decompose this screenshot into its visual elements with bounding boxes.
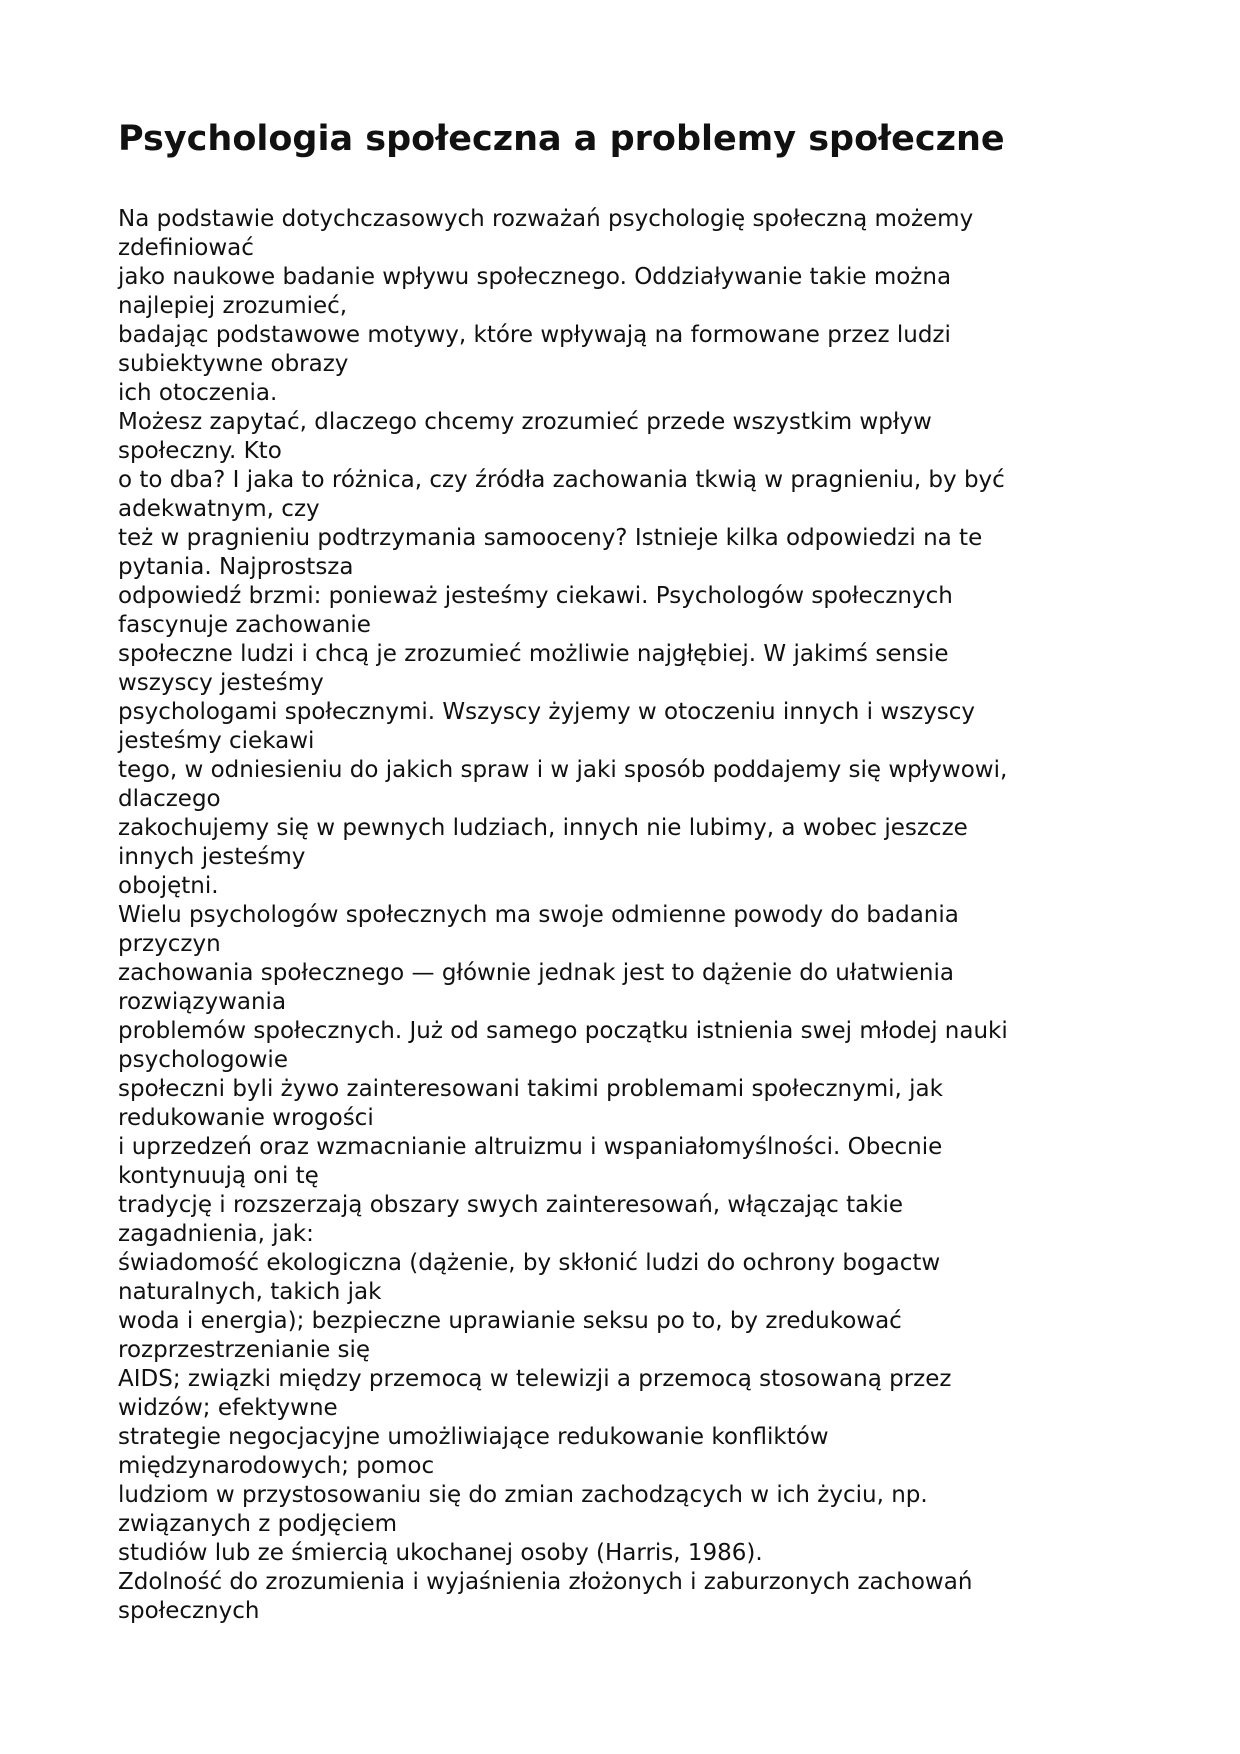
text-line: redukowanie wrogości bbox=[118, 1105, 374, 1131]
text-line: Zdolność do zrozumienia i wyjaśnienia złożonych i zaburzonych zachowań bbox=[118, 1569, 973, 1595]
text-line: studiów lub ze śmiercią ukochanej osoby (Harris, 1986). bbox=[118, 1540, 763, 1566]
text-line: strategie negocjacyjne umożliwiające redukowanie konfliktów bbox=[118, 1424, 829, 1450]
text-line: psychologowie bbox=[118, 1047, 288, 1073]
text-line: ich otoczenia. bbox=[118, 380, 278, 406]
text-line: Możesz zapytać, dlaczego chcemy zrozumieć przede wszystkim wpływ bbox=[118, 409, 932, 435]
text-line: woda i energia); bezpieczne uprawianie seksu po to, by zredukować bbox=[118, 1308, 902, 1334]
text-line: badając podstawowe motywy, które wpływają na formowane przez ludzi bbox=[118, 322, 951, 348]
text-line: naturalnych, takich jak bbox=[118, 1279, 382, 1305]
text-line: tego, w odniesieniu do jakich spraw i w jaki sposób poddajemy się wpływowi, bbox=[118, 757, 1008, 783]
text-line: świadomość ekologiczna (dążenie, by skłonić ludzi do ochrony bogactw bbox=[118, 1250, 941, 1276]
text-line: kontynuują oni tę bbox=[118, 1163, 319, 1189]
document-body bbox=[118, 205, 1118, 1626]
text-line: społecznych bbox=[118, 1598, 260, 1624]
text-line: zdefiniować bbox=[118, 235, 254, 261]
text-line: subiektywne obrazy bbox=[118, 351, 349, 377]
text-line: obojętni. bbox=[118, 873, 219, 899]
text-line: odpowiedź brzmi: ponieważ jesteśmy ciekawi. Psychologów społecznych bbox=[118, 583, 953, 609]
text-line: rozprzestrzenianie się bbox=[118, 1337, 371, 1363]
text-line: Na podstawie dotychczasowych rozważań psychologię społeczną możemy bbox=[118, 206, 974, 232]
text-line: ludziom w przystosowaniu się do zmian zachodzących w ich życiu, np. bbox=[118, 1482, 928, 1508]
text-line: rozwiązywania bbox=[118, 989, 287, 1015]
text-line: pytania. Najprostsza bbox=[118, 554, 354, 580]
text-line: AIDS; związki między przemocą w telewizji a przemocą stosowaną przez bbox=[118, 1366, 952, 1392]
text-line: fascynuje zachowanie bbox=[118, 612, 371, 638]
text-line: tradycję i rozszerzają obszary swych zainteresowań, włączając takie bbox=[118, 1192, 904, 1218]
document-title: Psychologia społeczna a problemy społeczne bbox=[118, 119, 1005, 159]
text-line: przyczyn bbox=[118, 931, 221, 957]
text-line: jesteśmy ciekawi bbox=[118, 728, 315, 754]
text-line: też w pragnieniu podtrzymania samooceny? Istnieje kilka odpowiedzi na te bbox=[118, 525, 983, 551]
text-line: społeczny. Kto bbox=[118, 438, 282, 464]
text-line: wszyscy jesteśmy bbox=[118, 670, 324, 696]
text-line: innych jesteśmy bbox=[118, 844, 306, 870]
text-line: zagadnienia, jak: bbox=[118, 1221, 314, 1247]
text-line: międzynarodowych; pomoc bbox=[118, 1453, 435, 1479]
text-line: problemów społecznych. Już od samego początku istnienia swej młodej nauki bbox=[118, 1018, 1008, 1044]
text-line: najlepiej zrozumieć, bbox=[118, 293, 348, 319]
text-line: o to dba? I jaka to różnica, czy źródła zachowania tkwią w pragnieniu, by być bbox=[118, 467, 1005, 493]
text-line: jako naukowe badanie wpływu społecznego. Oddziaływanie takie można bbox=[118, 264, 952, 290]
text-line: psychologami społecznymi. Wszyscy żyjemy w otoczeniu innych i wszyscy bbox=[118, 699, 976, 725]
text-line: Wielu psychologów społecznych ma swoje odmienne powody do badania bbox=[118, 902, 959, 928]
text-line: dlaczego bbox=[118, 786, 221, 812]
text-line: zakochujemy się w pewnych ludziach, innych nie lubimy, a wobec jeszcze bbox=[118, 815, 968, 841]
text-line: związanych z podjęciem bbox=[118, 1511, 398, 1537]
text-line: adekwatnym, czy bbox=[118, 496, 320, 522]
text-line: społeczne ludzi i chcą je zrozumieć możliwie najgłębiej. W jakimś sensie bbox=[118, 641, 949, 667]
text-line: społeczni byli żywo zainteresowani takimi problemami społecznymi, jak bbox=[118, 1076, 943, 1102]
text-line: i uprzedzeń oraz wzmacnianie altruizmu i wspaniałomyślności. Obecnie bbox=[118, 1134, 943, 1160]
text-line: zachowania społecznego — głównie jednak jest to dążenie do ułatwienia bbox=[118, 960, 954, 986]
text-line: widzów; efektywne bbox=[118, 1395, 338, 1421]
